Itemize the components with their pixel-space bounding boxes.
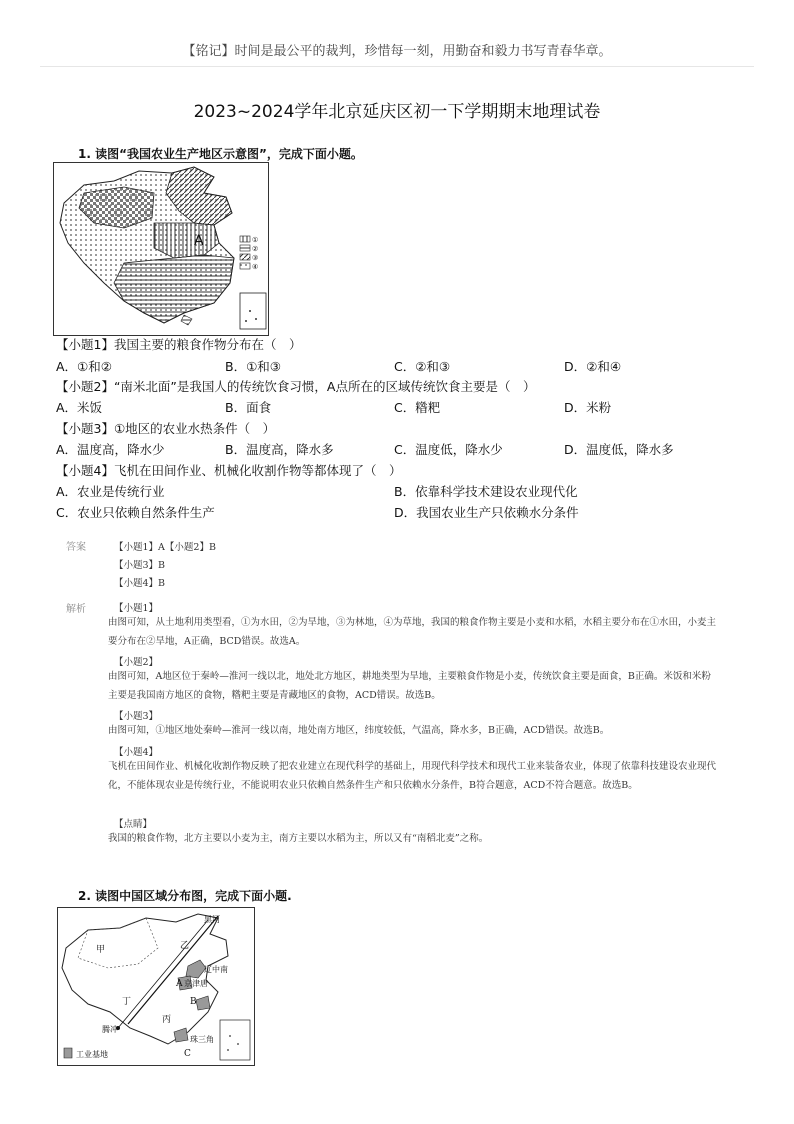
answer-line-1: 【小题1】A【小题2】B [114,542,216,553]
q1-sub3-stem: 【小题3】①地区的农业水热条件（ ） [56,421,276,436]
q1-sub1-option-d[interactable]: D．②和④ [564,359,622,374]
q1-sub1-option-c[interactable]: C．②和③ [394,359,451,374]
answer-line-2: 【小题3】B [114,560,166,571]
legend-3: ③ [252,254,259,262]
analysis-sub4-tag: 【小题4】 [114,747,159,758]
q1-sub1-option-a[interactable]: A．①和② [56,359,112,374]
map-letter-a: A [194,233,204,249]
q1-sub4-option-a[interactable]: A．农业是传统行业 [56,484,165,499]
q1-sub1-stem: 【小题1】我国主要的粮食作物分布在（ ） [56,337,302,352]
analysis-sub1-text: 由图可知，从土地利用类型看，①为水田，②为旱地，③为林地，④为草地，我国的粮食作物主要是小麦和水稻，水稻主要分布在①水田，小麦主要分布在②旱地，A正确，BCD错误。故选A。 [108,617,717,647]
analysis-tip-tag: 【点睛】 [114,819,153,830]
label-yi: 乙 [180,941,190,951]
south-sea-inset-2 [220,1020,250,1060]
header-divider [40,66,754,67]
analysis-label: 解析 [66,604,86,615]
label-bing: 丙 [162,1015,172,1025]
label-c: C [184,1049,191,1059]
q1-sub3-option-a[interactable]: A．温度高，降水少 [56,442,165,457]
motto: 【铭记】时间是最公平的裁判，珍惜每一刻，用勤奋和毅力书写青春华章。 [182,44,612,59]
q1-sub3-option-d[interactable]: D．温度低，降水多 [564,442,674,457]
q2-heading: 2. 读图中国区域分布图，完成下面小题. [78,889,292,903]
label-jingjintang: 京津唐 [184,979,208,988]
analysis-tip-text: 我国的粮食作物，北方主要以小麦为主，南方主要以水稻为主，所以又有“南稻北麦”之称。 [108,833,489,844]
answer-line-3: 【小题4】B [114,578,166,589]
analysis-sub2-tag: 【小题2】 [114,657,159,668]
china-region-map [57,907,255,1066]
analysis-sub2-text: 由图可知，A地区位于秦岭—淮河一线以北，地处北方地区，耕地类型为旱地，主要粮食作物是小麦，传统饮食主要是面食，B正确。米饭和米粉主要是我国南方地区的食物，糌粑主要是青藏地区的食物，ACD错误。故选B。 [108,671,711,701]
q1-sub2-option-b[interactable]: B．面食 [225,400,272,415]
label-tengchong: 腾冲 [102,1025,118,1034]
q1-sub4-option-c[interactable]: C．农业只依赖自然条件生产 [56,505,215,520]
label-a: A [176,979,183,989]
analysis-sub3-tag: 【小题3】 [114,711,159,722]
legend-4: ④ [252,263,259,271]
q1-sub2-stem: 【小题2】“南米北面”是我国人的传统饮食习惯，A点所在的区域传统饮食主要是（ ） [56,379,536,394]
label-jia: 甲 [96,945,106,955]
analysis-sub1-tag: 【小题1】 [114,603,159,614]
q1-sub4-stem: 【小题4】飞机在田间作业、机械化收割作物等都体现了（ ） [56,463,402,478]
label-zhusanjiao: 珠三角 [190,1035,214,1044]
q1-sub3-option-b[interactable]: B．温度高，降水多 [225,442,334,457]
q1-sub1-option-b[interactable]: B．①和③ [225,359,281,374]
analysis-sub3-text: 由图可知，①地区地处秦岭—淮河一线以南，地处南方地区，纬度较低，气温高，降水多，B正确，ACD错误。故选B。 [108,725,610,736]
analysis-sub4-text: 飞机在田间作业、机械化收割作物反映了把农业建立在现代科学的基础上，用现代科学技术和现代工业来装备农业，体现了依靠科技建设农业现代化，不能体现农业是传统行业，不能说明农业只依赖自然条件生产和只依赖水分条件，B符合题意，ACD不符合题意。故选B。 [108,761,717,791]
q1-heading: 1. 读图“我国农业生产地区示意图”，完成下面小题。 [78,147,363,161]
legend-1: ① [252,236,259,244]
agriculture-map [53,162,269,336]
legend-industrial-base: 工业基地 [76,1050,108,1059]
label-liaozhongnan: 辽中南 [204,965,228,974]
q1-sub4-option-d[interactable]: D．我国农业生产只依赖水分条件 [394,505,579,520]
label-heihe: 黑河 [204,915,220,924]
q1-sub2-option-c[interactable]: C．糌粑 [394,400,441,415]
q1-sub3-option-c[interactable]: C．温度低，降水少 [394,442,503,457]
label-ding: 丁 [122,997,132,1007]
q1-sub4-option-b[interactable]: B．依靠科学技术建设农业现代化 [394,484,578,499]
page-title: 2023~2024学年北京延庆区初一下学期期末地理试卷 [193,102,601,122]
legend-2: ② [252,245,259,253]
q1-sub2-option-a[interactable]: A．米饭 [56,400,103,415]
industrial-base-legend-icon [64,1048,72,1058]
answer-label: 答案 [66,542,86,553]
q1-sub2-option-d[interactable]: D．米粉 [564,400,612,415]
china-region-map-figure [58,908,254,1065]
label-b: B [190,997,197,1007]
agriculture-map-figure [54,163,268,335]
south-sea-inset [240,293,266,329]
hainan-island [181,315,192,325]
